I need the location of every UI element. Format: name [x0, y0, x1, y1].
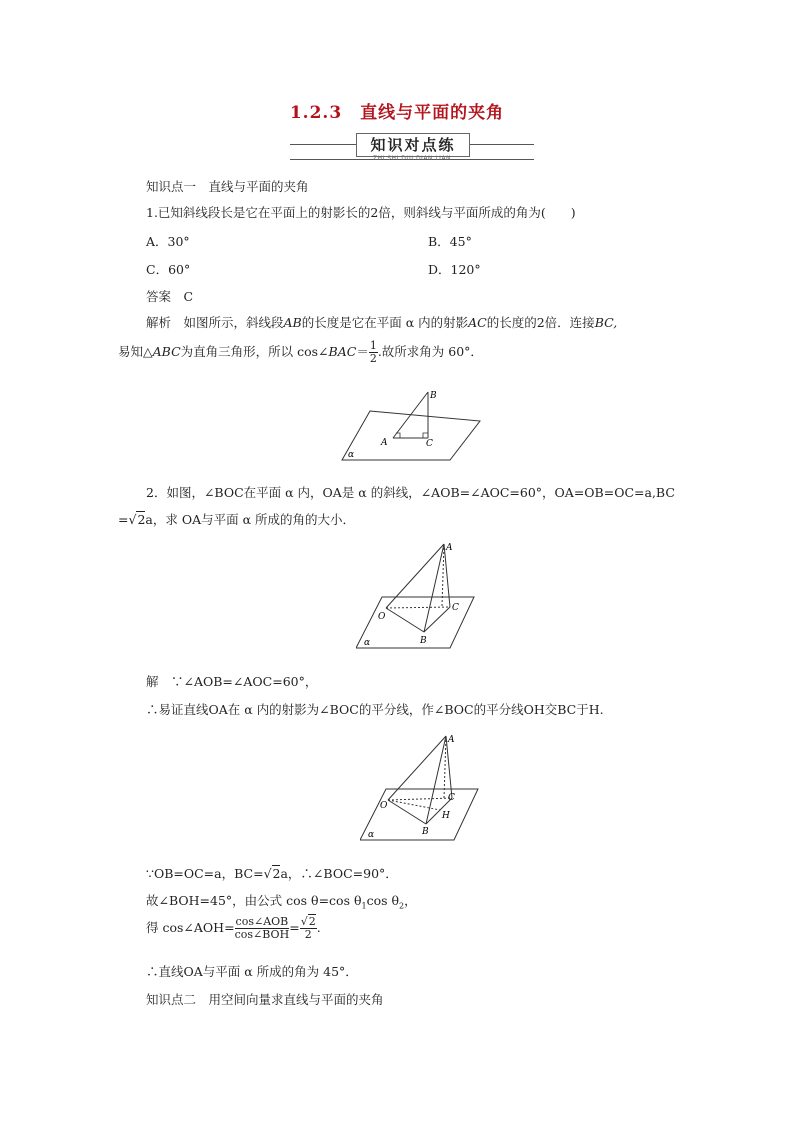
- label-alpha: α: [348, 450, 355, 460]
- analysis-line-1: 解析 如图所示，斜线段AB的长度是它在平面 α 内的射影AC的长度的2倍．连接BC,: [146, 315, 618, 330]
- page-title: 1.2.3 直线与平面的夹角: [289, 103, 505, 123]
- option-d: D．120°: [428, 262, 481, 277]
- solution-line-2: ∴易证直线OA在 α 内的射影为∠BOC的平分线，作∠BOC的平分线OH交BC于H.: [146, 702, 604, 717]
- fraction-one-half: $\frac{1}{2}$: [369, 339, 377, 365]
- solution-line-5: 得 cos∠AOH= $\frac{\text{cos∠AOB}}{\text{cos∠BOH}}$ = $\frac{√2}{2}$ .: [146, 915, 321, 941]
- label-c: C: [426, 439, 433, 449]
- solution-line-6: ∴直线OA与平面 α 所成的角为 45°．: [146, 964, 358, 979]
- option-b: B．45°: [428, 234, 472, 249]
- label-o: O: [380, 801, 388, 811]
- section-banner: [290, 133, 534, 163]
- fraction-sqrt2-over-2: $\frac{√2}{2}$: [300, 915, 316, 941]
- option-a: A．30°: [146, 234, 190, 249]
- plane-alpha: [342, 411, 480, 460]
- label-b: B: [430, 391, 437, 401]
- label-a: A: [381, 438, 388, 448]
- section-heading-2: 知识点二 用空间向量求直线与平面的夹角: [146, 992, 384, 1007]
- analysis-line-2: 易知△ABC为直角三角形，所以 cos∠BAC＝ $\frac{1}{2}$ .故所求角为 60°．: [118, 339, 483, 365]
- banner-label: 知识对点练: [356, 133, 470, 157]
- label-o: O: [378, 612, 386, 622]
- right-angle-mark: [423, 433, 428, 438]
- banner-pinyin: ZHI SHI DUI DIAN LIAN: [372, 155, 452, 162]
- solution-line-4: 故∠BOH=45°，由公式 cos θ=cos $\theta_1\cos$ $\theta_2$，: [146, 893, 417, 911]
- label-b: B: [420, 636, 427, 646]
- figure-plane-triangle: [340, 388, 482, 462]
- figure-tetrahedron-bisector: [360, 730, 480, 842]
- label-alpha: α: [364, 638, 371, 648]
- sqrt-symbol: √: [128, 512, 137, 527]
- question-2-stem-line-1: 2．如图，∠BOC在平面 α 内，OA是 α 的斜线，∠AOB=∠AOC=60°，OA=OB=OC=a,BC: [146, 485, 675, 500]
- answer-line: 答案 C: [146, 289, 194, 304]
- label-alpha: α: [368, 830, 375, 840]
- solution-line-1: 解 ∵∠AOB=∠AOC=60°，: [146, 674, 318, 689]
- figure-tetrahedron: [356, 540, 476, 650]
- label-c: C: [452, 603, 459, 613]
- label-b: B: [422, 827, 429, 837]
- label-a: A: [448, 735, 455, 745]
- label-a: A: [446, 543, 453, 553]
- plane-alpha: [360, 789, 478, 840]
- solution-line-3: ∵OB=OC=a，BC=√2a，∴∠BOC=90°．: [146, 866, 398, 881]
- question-2-stem-line-2: =√2a，求 OA与平面 α 所成的角的大小．: [118, 512, 355, 527]
- label-h: H: [442, 811, 450, 821]
- fraction-cos-ratio: $\frac{\text{cos∠AOB}}{\text{cos∠BOH}}$: [234, 915, 290, 941]
- option-c: C．60°: [146, 262, 191, 277]
- segment-ab: [393, 392, 428, 438]
- question-1-stem: 1.已知斜线段长是它在平面上的射影长的2倍，则斜线与平面所成的角为( ): [146, 205, 576, 220]
- section-heading-1: 知识点一 直线与平面的夹角: [146, 179, 309, 194]
- label-c: C: [448, 793, 455, 803]
